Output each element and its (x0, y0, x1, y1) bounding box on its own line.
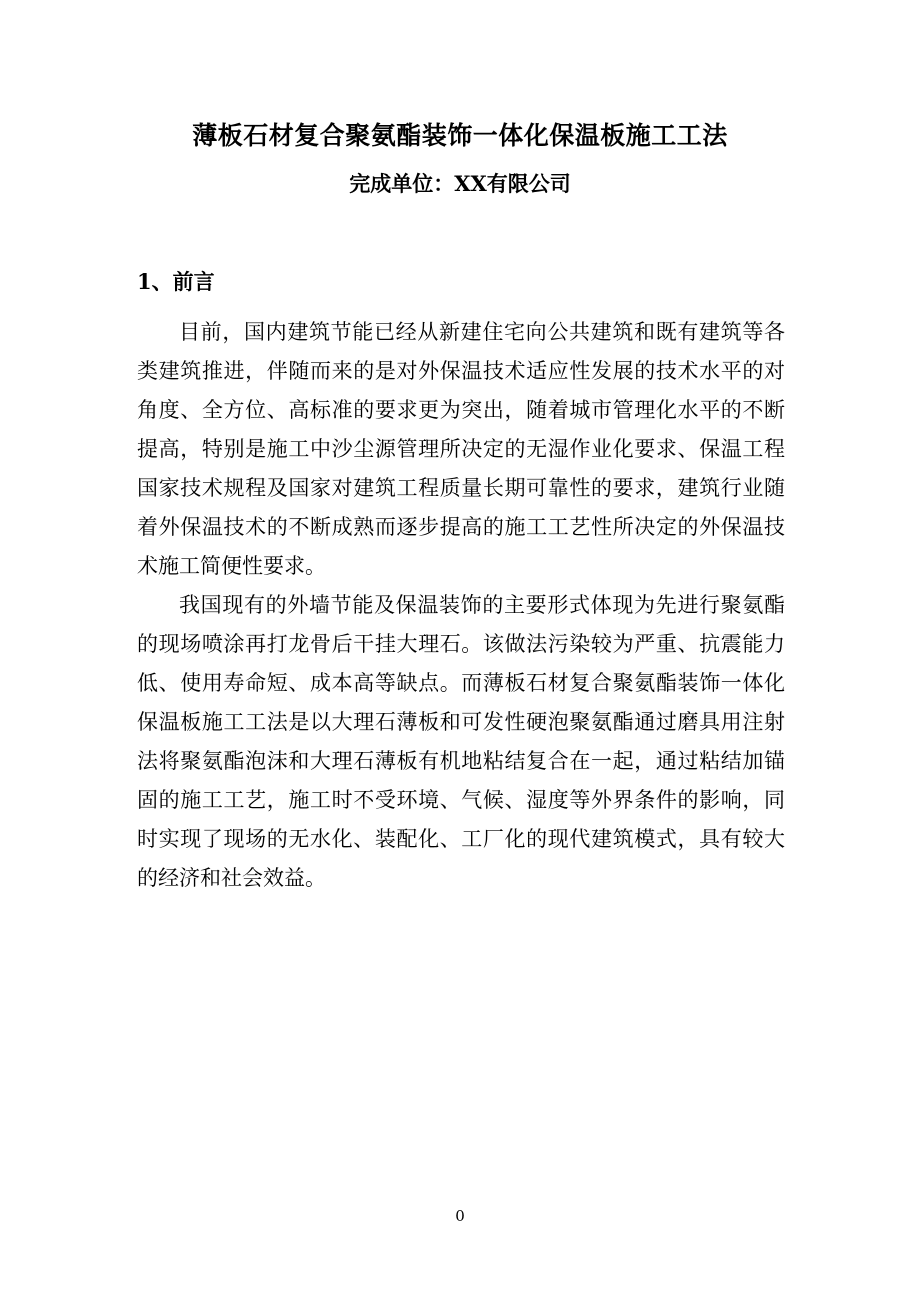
paragraph: 我国现有的外墙节能及保温装饰的主要形式体现为先进行聚氨酯的现场喷涂再打龙骨后干挂大理石。该做法污染较为严重、抗震能力低、使用寿命短、成本高等缺点。而薄板石材复合聚氨酯装饰一体化保温板施工工法是以大理石薄板和可发性硬泡聚氨酯通过磨具用注射法将聚氨酯泡沫和大理石薄板有机地粘结复合在一起，通过粘结加锚固的施工工艺，施工时不受环境、气候、湿度等外界条件的影响，同时实现了现场的无水化、装配化、工厂化的现代建筑模式，具有较大的经济和社会效益。 (137, 593, 785, 890)
section-body (137, 313, 785, 898)
document-title: 薄板石材复合聚氨酯装饰一体化保温板施工工法 (192, 121, 728, 150)
section-heading: 1、前言 (137, 269, 215, 294)
page-number: 0 (455, 1207, 465, 1225)
paragraph: 目前，国内建筑节能已经从新建住宅向公共建筑和既有建筑等各类建筑推进，伴随而来的是对外保温技术适应性发展的技术水平的对角度、全方位、高标准的要求更为突出，随着城市管理化水平的不断提高，特别是施工中沙尘源管理所决定的无湿作业化要求、保温工程国家技术规程及国家对建筑工程质量长期可靠性的要求，建筑行业随着外保温技术的不断成熟而逐步提高的施工工艺性所决定的外保温技术施工简便性要求。 (137, 320, 785, 578)
document-subtitle: 完成单位：XX有限公司 (349, 171, 571, 196)
